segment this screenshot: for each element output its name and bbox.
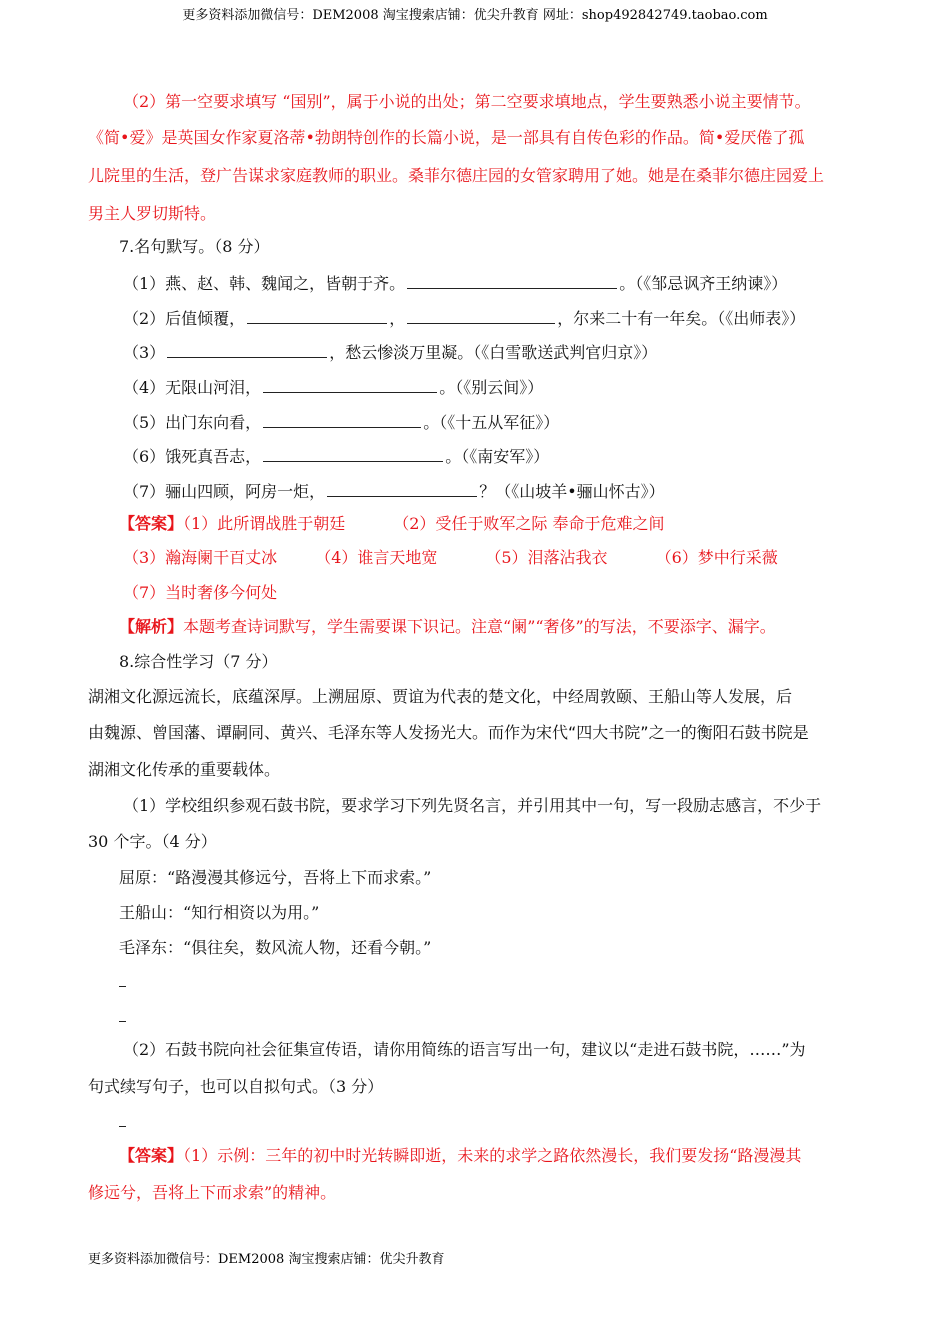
answer-blank[interactable] bbox=[247, 307, 387, 324]
q8-sub1-line-2: 30 个字。（4 分） bbox=[88, 832, 217, 851]
answer-line[interactable] bbox=[119, 986, 126, 987]
q7-answer-line-1: 【答案】（1）此所谓战胜于朝廷 （2）受任于败军之际 奉命于危难之间 bbox=[119, 514, 665, 533]
answer-blank[interactable] bbox=[263, 376, 437, 393]
q7-item-7: （7）骊山四顾，阿房一炬， ？（《山坡羊•骊山怀古》） bbox=[123, 482, 665, 501]
q8-sub1-line-1: （1）学校组织参观石鼓书院，要求学习下列先贤名言，并引用其中一句，写一段励志感言，不少于 bbox=[123, 796, 822, 815]
answer-blank[interactable] bbox=[263, 445, 443, 462]
explain6-line-4: 男主人罗切斯特。 bbox=[88, 204, 217, 223]
q7-item-6: （6）饿死真吾志， 。（《南安军》） bbox=[123, 447, 550, 466]
answer-blank[interactable] bbox=[327, 480, 477, 497]
explain6-line-2: 《简•爱》是英国女作家夏洛蒂•勃朗特创作的长篇小说，是一部具有自传色彩的作品。简•爱厌倦了孤 bbox=[88, 128, 805, 147]
answer-blank[interactable] bbox=[263, 411, 421, 428]
q8-intro-line-2: 由魏源、曾国藩、谭嗣同、黄兴、毛泽东等人发扬光大。而作为宋代“四大书院”之一的衡阳石鼓书院是 bbox=[88, 723, 809, 742]
q8-sub2-line-2: 句式续写句子，也可以自拟句式。（3 分） bbox=[88, 1077, 384, 1096]
answer-blank[interactable] bbox=[167, 341, 327, 358]
q7-item-5: （5）出门东向看， 。（《十五从军征》） bbox=[123, 413, 560, 432]
analysis-tag: 【解析】 bbox=[119, 617, 184, 636]
q7-answer-line-2: （3）瀚海阑干百丈冰 （4）谁言天地宽 （5）泪落沾我衣 （6）梦中行采薇 bbox=[123, 548, 778, 567]
explain6-line-1: （2）第一空要求填写 “国别”，属于小说的出处；第二空要求填地点，学生要熟悉小说主要情节。 bbox=[123, 92, 811, 111]
answer-line[interactable] bbox=[119, 1021, 126, 1022]
q8-answer-line-1: 【答案】（1）示例：三年的初中时光转瞬即逝，未来的求学之路依然漫长，我们要发扬“路漫漫其 bbox=[119, 1146, 802, 1165]
explain6-line-3: 儿院里的生活，登广告谋求家庭教师的职业。桑菲尔德庄园的女管家聘用了她。她是在桑菲尔德庄园爱上 bbox=[88, 166, 825, 185]
q8-quote-3: 毛泽东：“俱往矣，数风流人物，还看今朝。” bbox=[119, 938, 432, 957]
q7-answer-line-3: （7）当时奢侈今何处 bbox=[123, 583, 278, 602]
q8-answer-line-2: 修远兮，吾将上下而求索”的精神。 bbox=[88, 1183, 337, 1202]
q8-intro-line-3: 湖湘文化传承的重要载体。 bbox=[88, 760, 281, 779]
answer-tag: 【答案】 bbox=[119, 514, 184, 533]
answer-line[interactable] bbox=[119, 1126, 126, 1127]
q8-intro-line-1: 湖湘文化源远流长，底蕴深厚。上溯屈原、贾谊为代表的楚文化，中经周敦颐、王船山等人发展，后 bbox=[88, 687, 793, 706]
q7-item-2: （2）后值倾覆， ， ，尔来二十有一年矣。（《出师表》） bbox=[123, 309, 806, 328]
q8-quote-1: 屈原：“路漫漫其修远兮，吾将上下而求索。” bbox=[119, 868, 432, 887]
answer-blank[interactable] bbox=[407, 272, 617, 289]
answer-blank[interactable] bbox=[407, 307, 555, 324]
q7-item-1: （1）燕、赵、韩、魏闻之，皆朝于齐。 。（《邹忌讽齐王纳谏》） bbox=[123, 274, 788, 293]
page-header: 更多资料添加微信号：DEM2008 淘宝搜索店铺：优尖升教育 网址：shop492842749.taobao.com bbox=[182, 8, 768, 23]
q7-title: 7.名句默写。（8 分） bbox=[119, 237, 270, 256]
q8-title: 8.综合性学习（7 分） bbox=[119, 652, 278, 671]
q7-analysis: 【解析】本题考查诗词默写，学生需要课下识记。注意“阑”“奢侈”的写法，不要添字、漏字。 bbox=[119, 617, 776, 636]
answer-tag: 【答案】 bbox=[119, 1146, 184, 1165]
q8-quote-2: 王船山：“知行相资以为用。” bbox=[119, 903, 320, 922]
page-footer: 更多资料添加微信号：DEM2008 淘宝搜索店铺：优尖升教育 bbox=[88, 1252, 445, 1267]
q7-item-3: （3） ，愁云惨淡万里凝。（《白雪歌送武判官归京》） bbox=[123, 343, 658, 362]
q8-sub2-line-1: （2）石鼓书院向社会征集宣传语，请你用简练的语言写出一句，建议以“走进石鼓书院，……”为 bbox=[123, 1040, 806, 1059]
q7-item-4: （4）无限山河泪， 。（《别云间》） bbox=[123, 378, 544, 397]
